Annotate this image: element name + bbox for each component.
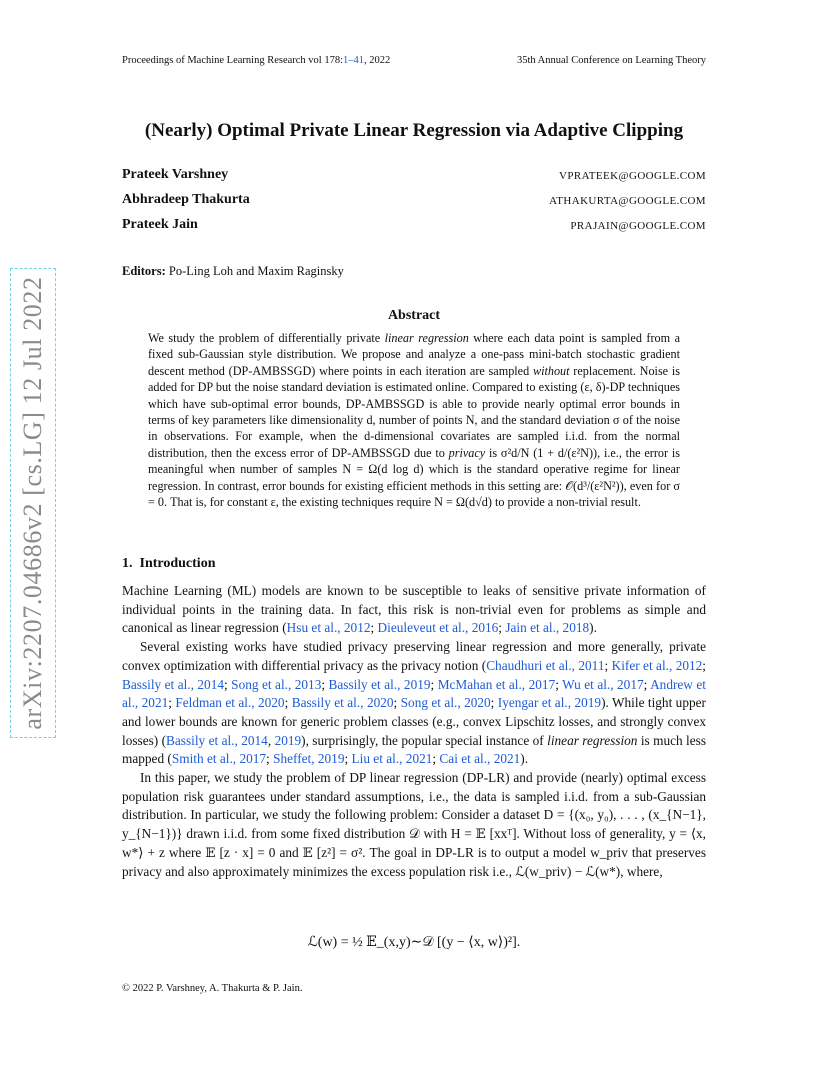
citation-link[interactable]: Bassily et al., 2014 [166,732,268,748]
pages-link[interactable]: 1–41 [343,55,365,66]
citation-link[interactable]: Wu et al., 2017 [562,676,644,692]
copyright-footer: © 2022 P. Varshney, A. Thakurta & P. Jain. [122,983,303,994]
author-email: ATHAKURTA@GOOGLE.COM [549,195,706,207]
loss-equation: ℒ(w) = ½ 𝔼_(x,y)∼𝒟 [(y − ⟨x, w⟩)²]. [307,935,521,950]
citation-link[interactable]: Chaudhuri et al., 2011 [486,657,605,673]
citation-link[interactable]: Feldman et al., 2020 [175,695,285,711]
running-header-left: Proceedings of Machine Learning Research vol 178:1–41, 2022 [122,55,391,66]
abstract-text: We study the problem of differentially private linear regression where each data point is sampled from a fixed sub-Gaussian style distribution. We propose and analyze a one-pass mini-batch stochastic gradient descent method (DP-AMBSSGD) where points in each iteration are sampled without replacement. Noise is added for DP but the noise standard deviation is estimated online. Compared to existing (ε, δ)-DP techniques which have sub-optimal error bounds, DP-AMBSSGD is able to provide nearly optimal error bounds in terms of key parameters like dimensionality d, number of points N, and the standard deviation σ of the noise in observations. For example, when the d-dimensional covariates are sampled i.i.d. from the normal distribution, then the excess error of DP-AMBSSGD due to privacy is σ²d/N (1 + d/(ε²N)), i.e., the error is meaningful when number of samples N = Ω(d log d) which is the standard operative regime for linear regression. In contrast, error bounds for existing efficient methods in this setting are: 𝒪(d³/(ε²N²)), even for σ = 0. That is, for constant ε, the existing techniques require N = Ω(d√d) to provide a non-trivial result. [148,331,681,510]
citation-link[interactable]: McMahan et al., 2017 [437,676,556,692]
citation-link[interactable]: Liu et al., 2021 [351,751,433,767]
paragraph: In this paper, we study the problem of DP linear regression (DP-LR) and provide (nearly) optimal excess population risk guarantees under standard assumptions, i.e., the data is sampled i.i.d. from a sub-Gaussian distribution. In particular, we study the following problem: Consider a dataset D = {(x₀, y₀), . . . , (x_{N−1}, y_{N−1})} drawn i.i.d. from some fixed distribution 𝒟 with H = 𝔼 [xxᵀ]. Without loss of generality, y = ⟨x, w*⟩ + z where 𝔼 [z · x] = 0 and 𝔼 [z²] = σ². The goal in DP-LR is to output a model w_priv that preserves privacy and also approximately minimizes the excess population risk i.e., ℒ(w_priv) − ℒ(w*), where, [122,770,706,879]
paragraph: Several existing works have studied privacy preserving linear regression and more generally, private convex optimization with differential privacy as the privacy notion (Chaudhuri et al., 2011; Kifer et al., 2012; Bassily et al., 2014; Song et al., 2013; Bassily et al., 2019; McMahan et al., 2017; Wu et al., 2017; Andrew et al., 2021; Feldman et al., 2020; Bassily et al., 2020; Song et al., 2020; Iyengar et al., 2019). While tight upper and lower bounds are known for generic problem classes (e.g., convex Lipschitz losses, and strongly convex losses) (Bassily et al., 2014, 2019), surprisingly, the popular special instance of linear regression is much less mapped (Smith et al., 2017; Sheffet, 2019; Liu et al., 2021; Cai et al., 2021). [122,639,707,767]
citation-link[interactable]: Andrew et al., 2021 [122,676,706,711]
paper-title: (Nearly) Optimal Private Linear Regression via Adaptive Clipping [144,120,684,141]
citation-link[interactable]: 2019 [274,732,302,748]
editors-line: Editors: Po-Ling Loh and Maxim Raginsky [122,264,344,278]
citation-link[interactable]: Song et al., 2013 [231,676,322,692]
author-email: VPRATEEK@GOOGLE.COM [559,170,706,182]
citation-link[interactable]: Iyengar et al., 2019 [497,695,602,711]
citation-link[interactable]: Hsu et al., 2012 [286,620,371,636]
arxiv-stamp [10,268,56,738]
citation-link[interactable]: Cai et al., 2021 [439,751,521,767]
author-name: Prateek Varshney [122,167,229,182]
section-heading: 1. Introduction [122,556,216,571]
author-name: Abhradeep Thakurta [122,192,250,207]
citation-link[interactable]: Bassily et al., 2020 [291,695,394,711]
paragraph: Machine Learning (ML) models are known to be susceptible to leaks of sensitive private information of individual points in the training data. In fact, this risk is non-trivial even for problems as simple and canonical as linear regression (Hsu et al., 2012; Dieuleveut et al., 2016; Jain et al., 2018). [122,583,706,636]
abstract-heading: Abstract [387,308,441,323]
citation-link[interactable]: Bassily et al., 2014 [122,676,224,692]
author-name: Prateek Jain [122,217,198,232]
citation-link[interactable]: Sheffet, 2019 [273,751,345,767]
citation-link[interactable]: Bassily et al., 2019 [328,676,431,692]
citation-link[interactable]: Kifer et al., 2012 [611,657,703,673]
arxiv-identifier: arXiv:2207.04686v2 [cs.LG] 12 Jul 2022 [18,276,47,730]
citation-link[interactable]: Song et al., 2020 [400,695,491,711]
citation-link[interactable]: Dieuleveut et al., 2016 [377,620,499,636]
running-header-right: 35th Annual Conference on Learning Theory [516,55,706,66]
citation-link[interactable]: Smith et al., 2017 [171,751,267,767]
introduction-body [122,582,706,881]
author-email: PRAJAIN@GOOGLE.COM [570,220,706,232]
citation-link[interactable]: Jain et al., 2018 [505,620,590,636]
